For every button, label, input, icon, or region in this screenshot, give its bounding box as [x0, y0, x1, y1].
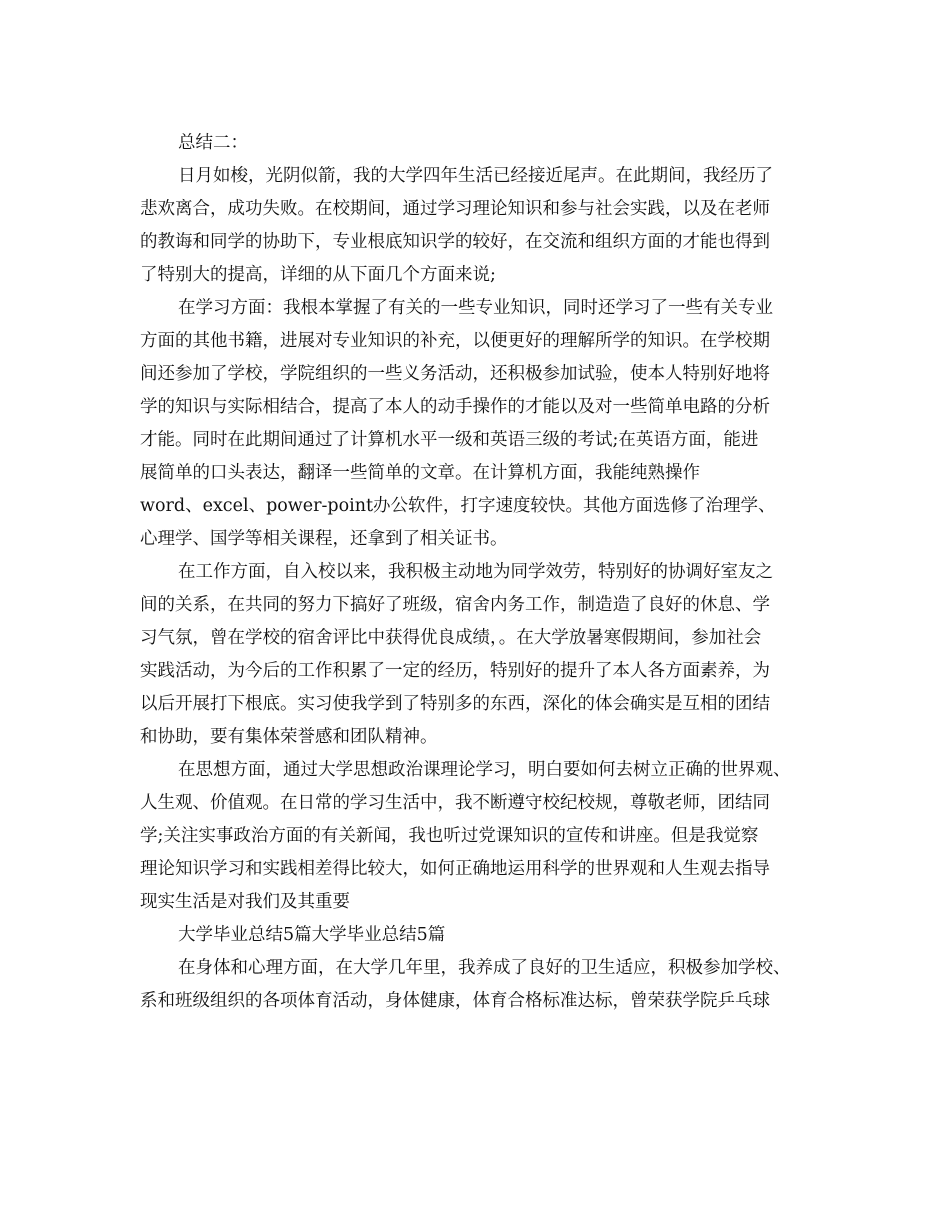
text-line: 方面的其他书籍，进展对专业知识的补充，以便更好的理解所学的知识。在学校期 — [140, 331, 770, 351]
text-line: 现实生活是对我们及其重要 — [140, 892, 350, 912]
text-line: 悲欢离合，成功失败。在校期间，通过学习理论知识和参与社会实践，以及在老师 — [140, 199, 770, 219]
document-body — [140, 127, 830, 1018]
text-line: 心理学、国学等相关课程，还拿到了相关证书。 — [140, 529, 508, 549]
text-line: 在思想方面，通过大学思想政治课理论学习，明白要如何去树立正确的世界观、 — [178, 760, 791, 780]
text-line: 学的知识与实际相结合，提高了本人的动手操作的才能以及对一些简单电路的分析 — [140, 397, 770, 417]
text-line: 在工作方面，自入校以来，我积极主动地为同学效劳，特别好的协调好室友之 — [178, 562, 773, 582]
text-line: 总结二： — [178, 133, 248, 153]
text-line: 展简单的口头表达，翻译一些简单的文章。在计算机方面，我能纯熟操作 — [140, 463, 700, 483]
text-line: 间还参加了学校，学院组织的一些义务活动，还积极参加试验，使本人特别好地将 — [140, 364, 770, 384]
text-line: 人生观、价值观。在日常的学习生活中，我不断遵守校纪校规，尊敬老师，团结同 — [140, 793, 770, 813]
text-line: 大学毕业总结5篇大学毕业总结5篇 — [178, 925, 446, 945]
text-line: 了特别大的提高，详细的从下面几个方面来说; — [140, 265, 496, 285]
text-line: 理论知识学习和实践相差得比较大，如何正确地运用科学的世界观和人生观去指导 — [140, 859, 770, 879]
text-line: 实践活动，为今后的工作积累了一定的经历，特别好的提升了本人各方面素养，为 — [140, 661, 770, 681]
text-line: 系和班级组织的各项体育活动，身体健康，体育合格标准达标，曾荣获学院乒乓球 — [140, 991, 770, 1011]
text-line: 在学习方面：我根本掌握了有关的一些专业知识，同时还学习了一些有关专业 — [178, 298, 773, 318]
text-line: 的教诲和同学的协助下，专业根底知识学的较好，在交流和组织方面的才能也得到 — [140, 232, 770, 252]
text-line: 习气氛，曾在学校的宿舍评比中获得优良成绩，。在大学放暑寒假期间，参加社会 — [140, 628, 762, 648]
text-line: 学;关注实事政治方面的有关新闻，我也听过党课知识的宣传和讲座。但是我觉察 — [140, 826, 759, 846]
text-line: 日月如梭，光阴似箭，我的大学四年生活已经接近尾声。在此期间，我经历了 — [178, 166, 773, 186]
text-line: 才能。同时在此期间通过了计算机水平一级和英语三级的考试;在英语方面，能进 — [140, 430, 759, 450]
text-line: 和协助，要有集体荣誉感和团队精神。 — [140, 727, 438, 747]
text-line: 在身体和心理方面，在大学几年里，我养成了良好的卫生适应，积极参加学校、 — [178, 958, 791, 978]
text-line: 间的关系，在共同的努力下搞好了班级，宿舍内务工作，制造造了良好的休息、学 — [140, 595, 770, 615]
text-line: 以后开展打下根底。实习使我学到了特别多的东西，深化的体会确实是互相的团结 — [140, 694, 770, 714]
text-line: word、excel、power-point办公软件，打字速度较快。其他方面选修了治理学、 — [140, 496, 776, 516]
